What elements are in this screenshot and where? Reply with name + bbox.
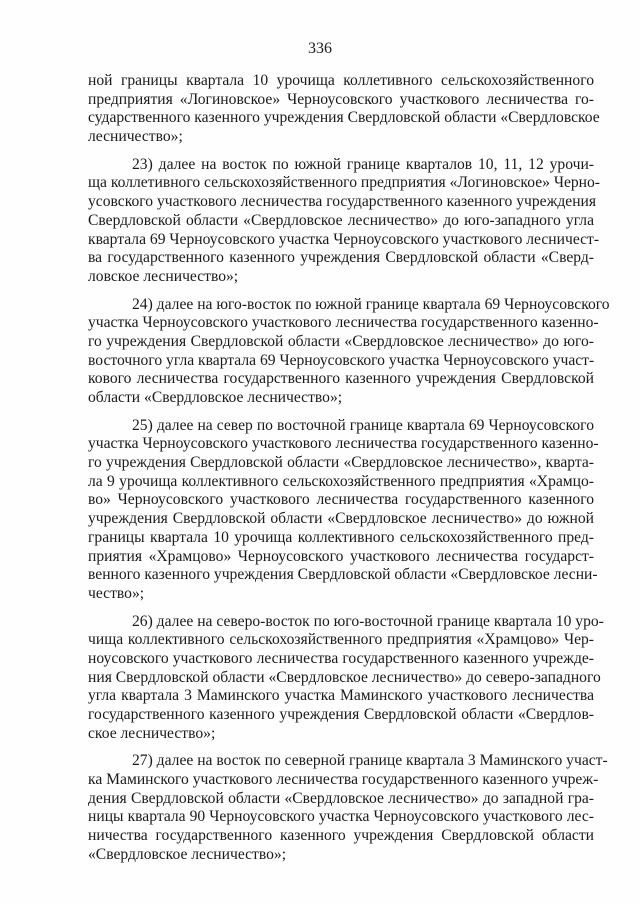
text-line: Свердловской области «Свердловское лесничество» до юго-западного угла xyxy=(88,211,594,229)
paragraph xyxy=(88,752,608,864)
text-line: ницы квартала 90 Черноусовского участка Черноусовского участкового лес- xyxy=(88,808,594,826)
paragraph xyxy=(88,416,599,604)
text-line: го учреждения Свердловской области «Свердловское лесничество» до юго- xyxy=(88,332,594,350)
text-line: ничества государственного казенного учреждения Свердловской области xyxy=(88,827,594,845)
text-line: учреждения Свердловской области «Свердловское лесничество» до южной xyxy=(88,510,594,528)
text-line: 27) далее на восток по северной границе квартала 3 Маминского участ- xyxy=(132,752,608,770)
text-line: предприятия «Логиновское» Черноусовского участкового лесничества го- xyxy=(88,90,594,108)
text-line: границы квартала 10 урочища коллективного сельскохозяйственного пред- xyxy=(88,528,594,546)
paragraph xyxy=(88,155,601,287)
text-line: го учреждения Свердловской области «Свердловское лесничество», кварта- xyxy=(88,454,594,472)
paragraph xyxy=(88,612,604,744)
text-line: ща коллетивного сельскохозяйственного предприятия «Логиновское» Черно- xyxy=(88,174,601,192)
page-number: 336 xyxy=(308,40,332,57)
text-line: кового лесничества государственного казенного учреждения Свердловской xyxy=(88,370,594,388)
text-line: чество»; xyxy=(88,584,145,602)
text-line: 23) далее на восток по южной границе кварталов 10, 11, 12 урочи- xyxy=(132,155,594,173)
text-line: восточного угла квартала 69 Черноусовского участка Черноусовского участ- xyxy=(88,351,595,369)
text-line: ловское лесничество»; xyxy=(88,267,239,285)
text-line: ла 9 урочища коллективного сельскохозяйственного предприятия «Храмцо- xyxy=(88,472,594,490)
text-line: угла квартала 3 Маминского участка Маминского участкового лесничества xyxy=(88,687,594,705)
text-line: ноусовского участкового лесничества государственного казенного учрежде- xyxy=(88,649,594,667)
text-line: государственного казенного учреждения Свердловской области «Свердлов- xyxy=(88,706,594,723)
text-line: усовского участкового лесничества государственного казенного учреждения xyxy=(88,193,597,211)
text-line: 24) далее на юго-восток по южной границе квартала 69 Черноусовского xyxy=(132,295,610,313)
text-line: ной границы квартала 10 урочища коллетивного сельскохозяйственного xyxy=(88,72,594,89)
text-line: венного казенного учреждения Свердловской области «Свердловское лесни- xyxy=(88,566,598,584)
text-line: сударственного казенного учреждения Свердловской области «Свердловское xyxy=(88,109,600,127)
document-body xyxy=(88,72,610,874)
text-line: ния Свердловской области «Свердловское лесничество» до северо-западного xyxy=(88,668,601,686)
text-line: ка Маминского участкового лесничества государственного казенного учреж- xyxy=(88,771,599,789)
paragraph xyxy=(88,72,600,147)
text-line: 26) далее на северо-восток по юго-восточной границе квартала 10 уро- xyxy=(132,612,604,630)
text-line: 25) далее на север по восточной границе квартала 69 Черноусовского xyxy=(132,416,594,434)
text-line: «Свердловское лесничество»; xyxy=(88,845,287,863)
text-line: дения Свердловской области «Свердловское лесничество» до западной гра- xyxy=(88,789,594,807)
paragraph xyxy=(88,295,610,408)
text-line: чища коллективного сельскохозяйственного предприятия «Храмцово» Чер- xyxy=(88,631,594,649)
text-line: ва государственного казенного учреждения Свердловской области «Сверд- xyxy=(88,249,594,267)
text-line: лесничество»; xyxy=(88,128,183,146)
text-line: участка Черноусовского участкового лесничества государственного казенно- xyxy=(88,435,599,453)
text-line: приятия «Храмцово» Черноусовского участкового лесничества государст- xyxy=(88,547,594,565)
text-line: во» Черноусовского участкового лесничества государственного казенного xyxy=(88,491,594,509)
text-line: области «Свердловское лесничество»; xyxy=(88,389,343,406)
text-line: участка Черноусовского участкового лесничества государственного казенно- xyxy=(88,314,599,332)
text-line: квартала 69 Черноусовского участка Черноусовского участкового лесничест- xyxy=(88,230,600,248)
text-line: ское лесничество»; xyxy=(88,724,216,742)
